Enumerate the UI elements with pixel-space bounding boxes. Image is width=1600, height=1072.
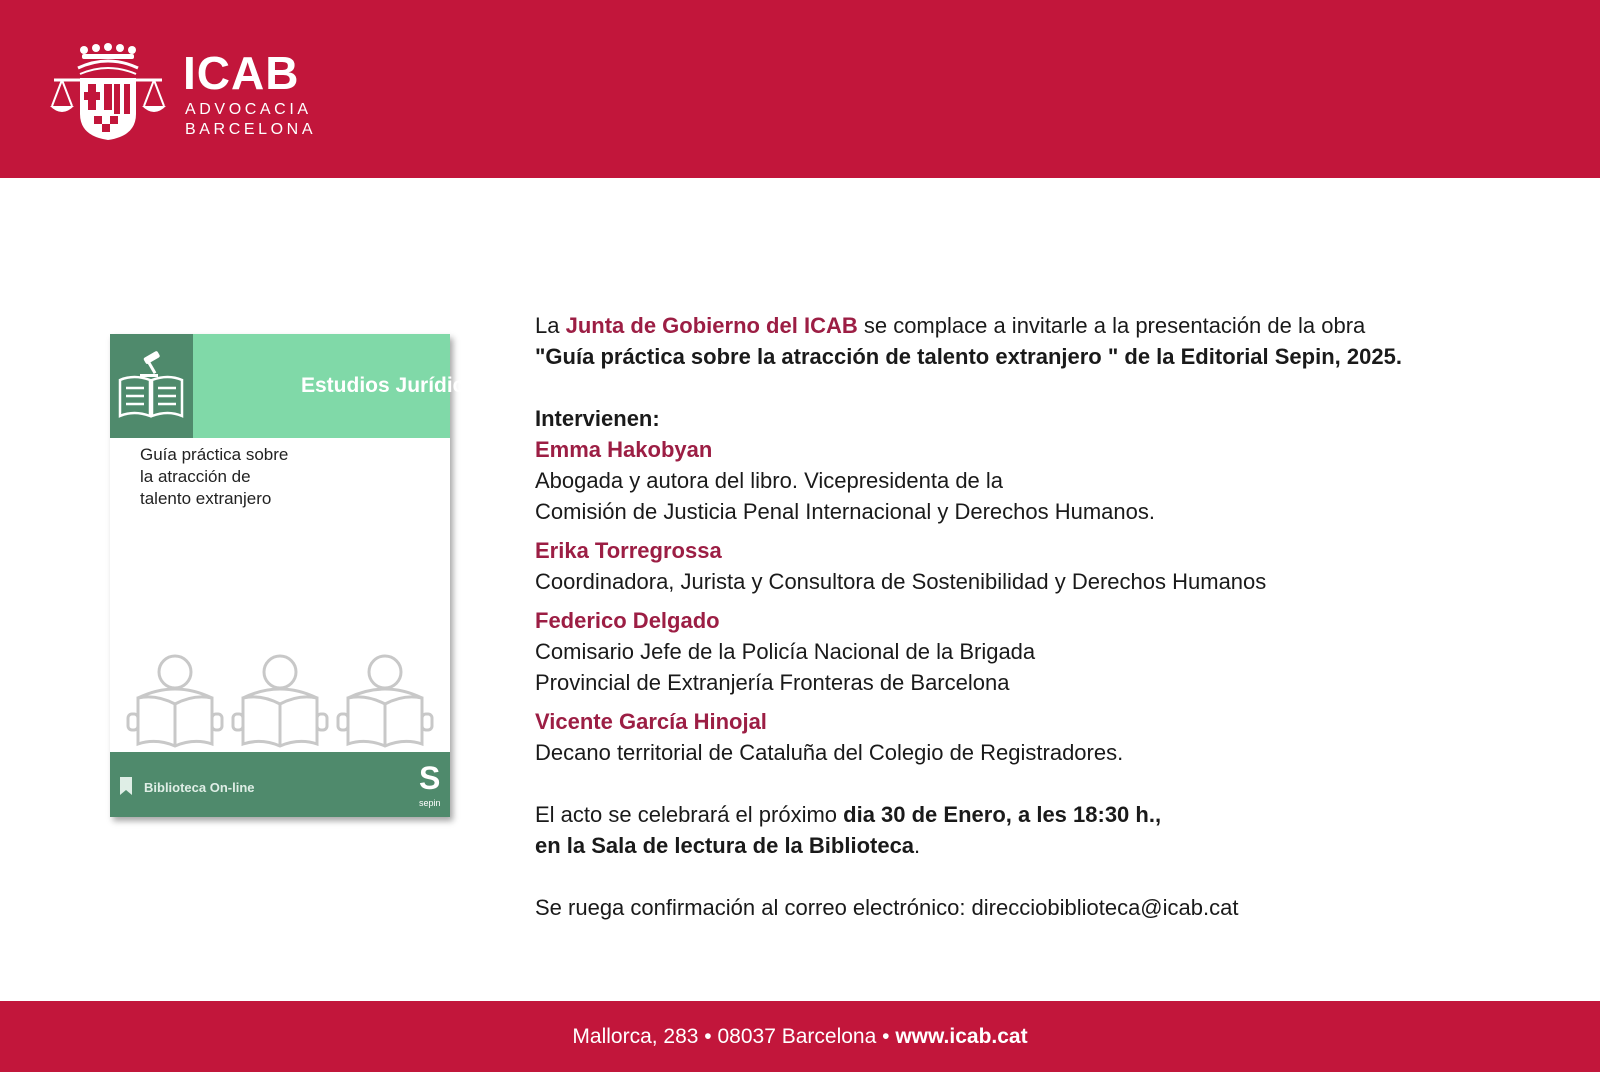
speaker-role: Coordinadora, Jurista y Consultora de Sostenibilidad y Derechos Humanos <box>535 569 1267 594</box>
logo-subtitle-line2: BARCELONA <box>185 121 317 138</box>
speaker-name: Erika Torregrossa <box>535 538 722 563</box>
intro-line <box>535 310 1565 341</box>
speakers-heading: Intervienen: <box>535 406 660 431</box>
speaker-role: Abogada y autora del libro. Vicepresidenta de la <box>535 468 1004 493</box>
speaker-name: Vicente García Hinojal <box>535 709 767 734</box>
footer-website-link[interactable]: www.icab.cat <box>895 1025 1028 1048</box>
book-cover <box>110 334 489 817</box>
event-place: en la Sala de lectura de la Biblioteca <box>535 833 915 858</box>
book-title-line: la atracción de <box>140 467 251 486</box>
readers-illustration-icon <box>110 654 450 749</box>
header-banner <box>0 0 1600 178</box>
book-footer-band <box>110 752 450 817</box>
book-title-line: Guía práctica sobre <box>140 445 289 464</box>
book-cover-icon-panel <box>110 334 193 438</box>
sepin-logo-mark: S <box>419 760 441 796</box>
book-collection-label: Biblioteca On-line <box>144 780 255 795</box>
speaker-role: Comisión de Justicia Penal Internacional y Derechos Humanos. <box>535 499 1155 524</box>
open-book-icon <box>110 334 193 438</box>
speaker-name: Federico Delgado <box>535 608 720 633</box>
intro-rest: se complace a invitarle a la presentación de la obra <box>857 313 1366 338</box>
event-date: dia 30 de Enero, a les 18:30 h., <box>843 802 1162 827</box>
event-place-end: . <box>914 833 921 858</box>
logo-title: ICAB <box>183 47 300 99</box>
rsvp-line: Se ruega confirmación al correo electrónico: direcciobiblioteca@icab.cat <box>535 895 1239 920</box>
work-title: "Guía práctica sobre la atracción de talento extranjero " de la Editorial Sepin, 2025. <box>535 344 1402 369</box>
icab-shield-logo-icon <box>50 44 166 140</box>
speaker-role: Comisario Jefe de la Policía Nacional de la Brigada <box>535 639 1036 664</box>
sepin-logo-text: sepin <box>419 798 441 808</box>
bookmark-icon <box>119 777 133 795</box>
book-title <box>140 444 370 510</box>
book-series-band <box>193 334 489 438</box>
footer-banner <box>0 1001 1600 1072</box>
speaker-name: Emma Hakobyan <box>535 437 713 462</box>
logo-subtitle-line1: ADVOCACIA <box>185 101 312 118</box>
book-series-label: Estudios Jurídicos <box>301 374 489 397</box>
speaker-role: Provincial de Extranjería Fronteras de Barcelona <box>535 670 1010 695</box>
footer-address: Mallorca, 283 • 08037 Barcelona • <box>572 1025 896 1048</box>
event-date-line <box>535 799 1565 830</box>
event-place-line <box>535 830 1565 861</box>
invitation-text <box>535 310 1565 923</box>
speaker-role: Decano territorial de Cataluña del Colegio de Registradores. <box>535 740 1124 765</box>
organizer-name: Junta de Gobierno del ICAB <box>565 313 858 338</box>
event-prefix: El acto se celebrará el próximo <box>535 802 844 827</box>
book-title-line: talento extranjero <box>140 489 272 508</box>
intro-prefix: La <box>535 313 566 338</box>
